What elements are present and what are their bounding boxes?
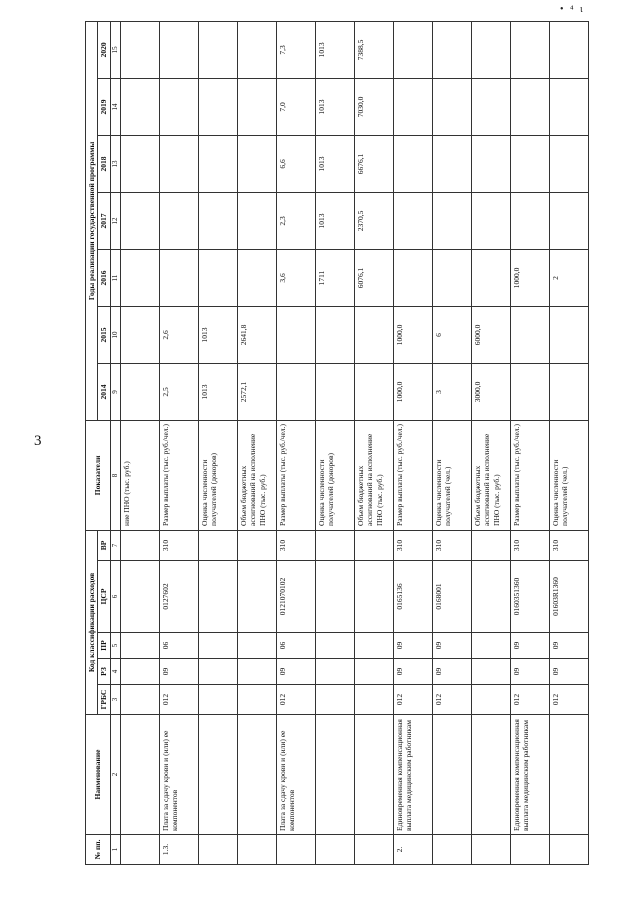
row-name — [354, 715, 393, 835]
year-value-2020: 7,3 — [276, 21, 315, 78]
year-value-2019 — [120, 78, 159, 135]
year-value-2016 — [432, 249, 471, 306]
row-name: Плата за сдачу крови и (или) ее компонентов — [276, 715, 315, 835]
table-row — [549, 21, 588, 864]
code-csr — [315, 561, 354, 633]
year-value-2018: 6676,1 — [354, 135, 393, 192]
code-csr — [471, 561, 510, 633]
code-rz — [120, 659, 159, 685]
year-value-2020 — [510, 21, 549, 78]
row-number — [549, 835, 588, 865]
code-rz: 09 — [510, 659, 549, 685]
year-value-2015: 6000,0 — [471, 306, 510, 363]
year-value-2019 — [549, 78, 588, 135]
header-year-2017: 2017 — [98, 192, 110, 249]
year-value-2019 — [237, 78, 276, 135]
code-csr: 01603R1360 — [549, 561, 588, 633]
header-code-1: РЗ — [98, 659, 110, 685]
code-pr: 09 — [393, 633, 432, 659]
row-number — [510, 835, 549, 865]
year-value-2020: 1013 — [315, 21, 354, 78]
indicator-label: Объем бюджетных ассигнований на исполнение ПНО (тыс. руб.) — [237, 420, 276, 530]
row-name: Плата за сдачу крови и (или) ее компонентов — [159, 715, 198, 835]
code-pr: 06 — [159, 633, 198, 659]
year-value-2018 — [237, 135, 276, 192]
year-value-2016 — [159, 249, 198, 306]
year-value-2015 — [276, 306, 315, 363]
year-value-2015 — [549, 306, 588, 363]
code-vr — [198, 530, 237, 560]
year-value-2018 — [510, 135, 549, 192]
indicator-label: Объем бюджетных ассигнований на исполнение ПНО (тыс. руб.) — [471, 420, 510, 530]
year-value-2014: 2,5 — [159, 363, 198, 420]
index-cell-12: 12 — [110, 192, 120, 249]
code-vr: 310 — [549, 530, 588, 560]
code-grbs — [315, 685, 354, 715]
code-pr — [198, 633, 237, 659]
code-pr — [237, 633, 276, 659]
code-pr — [120, 633, 159, 659]
row-name — [432, 715, 471, 835]
header-code-4: ВР — [98, 530, 110, 560]
row-name — [198, 715, 237, 835]
header-num: № пп. — [86, 835, 111, 865]
year-value-2020 — [198, 21, 237, 78]
code-rz — [471, 659, 510, 685]
year-value-2019 — [198, 78, 237, 135]
year-value-2019 — [159, 78, 198, 135]
year-value-2017 — [432, 192, 471, 249]
table-row — [276, 21, 315, 864]
table-row — [159, 21, 198, 864]
indicator-label: Размер выплаты (тыс. руб./чел.) — [276, 420, 315, 530]
code-pr: 09 — [510, 633, 549, 659]
year-value-2020 — [393, 21, 432, 78]
index-cell-1: 1 — [110, 835, 120, 865]
code-vr — [237, 530, 276, 560]
indicator-label: Размер выплаты (тыс. руб./чел.) — [393, 420, 432, 530]
year-value-2016: 1711 — [315, 249, 354, 306]
indicator-label: Размер выплаты (тыс. руб./чел.) — [510, 420, 549, 530]
year-value-2018 — [549, 135, 588, 192]
index-cell-3: 3 — [110, 685, 120, 715]
code-rz — [237, 659, 276, 685]
row-number — [354, 835, 393, 865]
code-rz — [354, 659, 393, 685]
header-year-2020: 2020 — [98, 21, 110, 78]
code-rz — [315, 659, 354, 685]
program-table — [85, 21, 589, 865]
year-value-2017: 1013 — [315, 192, 354, 249]
year-value-2020 — [120, 21, 159, 78]
year-value-2017: 2370,5 — [354, 192, 393, 249]
year-value-2015: 6 — [432, 306, 471, 363]
row-name — [120, 715, 159, 835]
year-value-2014 — [315, 363, 354, 420]
year-value-2014 — [354, 363, 393, 420]
index-cell-7: 7 — [110, 530, 120, 560]
code-csr — [354, 561, 393, 633]
code-vr — [120, 530, 159, 560]
code-vr: 310 — [432, 530, 471, 560]
year-value-2020 — [471, 21, 510, 78]
year-value-2014 — [276, 363, 315, 420]
year-value-2015 — [315, 306, 354, 363]
year-value-2020 — [549, 21, 588, 78]
year-value-2017 — [120, 192, 159, 249]
code-pr: 06 — [276, 633, 315, 659]
rotated-table — [85, 25, 595, 865]
index-cell-9: 9 — [110, 363, 120, 420]
table-row — [471, 21, 510, 864]
year-value-2018 — [393, 135, 432, 192]
code-csr: 0121070102 — [276, 561, 315, 633]
year-value-2019 — [432, 78, 471, 135]
year-value-2018: 6,6 — [276, 135, 315, 192]
code-pr — [354, 633, 393, 659]
table-row — [315, 21, 354, 864]
row-name — [471, 715, 510, 835]
table-row — [354, 21, 393, 864]
code-csr: 0165136 — [393, 561, 432, 633]
code-grbs — [198, 685, 237, 715]
year-value-2015 — [120, 306, 159, 363]
code-csr — [120, 561, 159, 633]
header-year-2018: 2018 — [98, 135, 110, 192]
year-value-2016 — [237, 249, 276, 306]
row-number — [315, 835, 354, 865]
index-cell-13: 13 — [110, 135, 120, 192]
header-code-3: ЦСР — [98, 561, 110, 633]
row-number — [198, 835, 237, 865]
row-name — [315, 715, 354, 835]
header-code-0: ГРБС — [98, 685, 110, 715]
year-value-2017 — [159, 192, 198, 249]
table-row — [393, 21, 432, 864]
year-value-2016 — [198, 249, 237, 306]
row-number — [432, 835, 471, 865]
row-number — [237, 835, 276, 865]
code-grbs — [471, 685, 510, 715]
year-value-2018 — [471, 135, 510, 192]
code-vr: 310 — [276, 530, 315, 560]
header-code-group: Код классификации расходов — [86, 530, 98, 714]
year-value-2017 — [549, 192, 588, 249]
code-pr: 09 — [432, 633, 471, 659]
row-number: 2. — [393, 835, 432, 865]
year-value-2017 — [510, 192, 549, 249]
year-value-2014: 1000,0 — [393, 363, 432, 420]
index-cell-14: 14 — [110, 78, 120, 135]
table-row — [120, 21, 159, 864]
year-value-2015: 2,6 — [159, 306, 198, 363]
index-cell-2: 2 — [110, 715, 120, 835]
header-year-2019: 2019 — [98, 78, 110, 135]
code-rz: 09 — [393, 659, 432, 685]
code-rz: 09 — [549, 659, 588, 685]
year-value-2014 — [549, 363, 588, 420]
code-pr — [315, 633, 354, 659]
code-grbs — [120, 685, 159, 715]
year-value-2018 — [432, 135, 471, 192]
year-value-2015 — [354, 306, 393, 363]
code-grbs — [354, 685, 393, 715]
page-number: 3 — [34, 433, 42, 449]
index-cell-4: 4 — [110, 659, 120, 685]
code-csr — [237, 561, 276, 633]
code-vr: 310 — [510, 530, 549, 560]
year-value-2018: 1013 — [315, 135, 354, 192]
year-value-2020 — [432, 21, 471, 78]
index-cell-15: 15 — [110, 21, 120, 78]
code-grbs: 012 — [393, 685, 432, 715]
year-value-2014: 2572,1 — [237, 363, 276, 420]
index-cell-11: 11 — [110, 249, 120, 306]
row-name — [237, 715, 276, 835]
row-name: Единовременная компенсационная выплата медицинским работникам — [510, 715, 549, 835]
year-value-2014 — [120, 363, 159, 420]
header-year-2016: 2016 — [98, 249, 110, 306]
table-row — [510, 21, 549, 864]
year-value-2018 — [198, 135, 237, 192]
year-value-2019: 1013 — [315, 78, 354, 135]
year-value-2019: 7,0 — [276, 78, 315, 135]
row-number — [276, 835, 315, 865]
year-value-2019 — [393, 78, 432, 135]
code-csr — [198, 561, 237, 633]
year-value-2020 — [159, 21, 198, 78]
code-grbs: 012 — [510, 685, 549, 715]
indicator-label: Оценка численности получателей (доноров) — [198, 420, 237, 530]
code-vr: 310 — [393, 530, 432, 560]
indicator-label: Оценка численности получателей (чел.) — [549, 420, 588, 530]
code-rz: 09 — [276, 659, 315, 685]
code-grbs — [237, 685, 276, 715]
code-vr — [315, 530, 354, 560]
year-value-2014 — [510, 363, 549, 420]
code-grbs: 012 — [549, 685, 588, 715]
header-years-group: Годы реализации государственной программы — [86, 21, 98, 420]
row-number — [120, 835, 159, 865]
table-row — [198, 21, 237, 864]
indicator-label: ние ПНО (тыс. руб.) — [120, 420, 159, 530]
row-name: Единовременная компенсационная выплата медицинским работникам — [393, 715, 432, 835]
code-csr: 0168001 — [432, 561, 471, 633]
year-value-2014: 3000,0 — [471, 363, 510, 420]
year-value-2015: 2641,8 — [237, 306, 276, 363]
code-csr: 0160351360 — [510, 561, 549, 633]
code-grbs: 012 — [276, 685, 315, 715]
code-pr — [471, 633, 510, 659]
year-value-2015: 1000,0 — [393, 306, 432, 363]
code-pr: 09 — [549, 633, 588, 659]
table-row — [237, 21, 276, 864]
header-name: Наименование — [86, 715, 111, 835]
year-value-2016: 2 — [549, 249, 588, 306]
year-value-2015 — [510, 306, 549, 363]
header-year-2015: 2015 — [98, 306, 110, 363]
year-value-2018 — [120, 135, 159, 192]
header-indicators: Показатели — [86, 420, 111, 530]
year-value-2016 — [471, 249, 510, 306]
index-cell-8: 8 — [110, 420, 120, 530]
year-value-2016: 1000,0 — [510, 249, 549, 306]
year-value-2016 — [393, 249, 432, 306]
year-value-2019 — [471, 78, 510, 135]
year-value-2014: 1013 — [198, 363, 237, 420]
year-value-2016: 6076,1 — [354, 249, 393, 306]
year-value-2017 — [393, 192, 432, 249]
index-cell-10: 10 — [110, 306, 120, 363]
code-rz — [198, 659, 237, 685]
indicator-label: Размер выплаты (тыс. руб./чел.) — [159, 420, 198, 530]
year-value-2019: 7030,0 — [354, 78, 393, 135]
code-rz: 09 — [432, 659, 471, 685]
code-grbs: 012 — [159, 685, 198, 715]
year-value-2020: 7388,5 — [354, 21, 393, 78]
code-vr — [471, 530, 510, 560]
year-value-2017: 2,3 — [276, 192, 315, 249]
indicator-label: Оценка численности получателей (чел.) — [432, 420, 471, 530]
header-year-2014: 2014 — [98, 363, 110, 420]
indicator-label: Оценка численности получателей (доноров) — [315, 420, 354, 530]
year-value-2018 — [159, 135, 198, 192]
year-value-2017 — [471, 192, 510, 249]
code-vr — [354, 530, 393, 560]
code-grbs: 012 — [432, 685, 471, 715]
year-value-2017 — [237, 192, 276, 249]
row-name — [549, 715, 588, 835]
code-csr: 0127602 — [159, 561, 198, 633]
year-value-2016: 3,6 — [276, 249, 315, 306]
rotated-table-wrapper — [85, 25, 595, 865]
scan-marks: • ⁴ ɩ — [560, 4, 585, 15]
row-number — [471, 835, 510, 865]
year-value-2020 — [237, 21, 276, 78]
table-row — [432, 21, 471, 864]
index-cell-6: 6 — [110, 561, 120, 633]
year-value-2015: 1013 — [198, 306, 237, 363]
row-number: 1.3. — [159, 835, 198, 865]
year-value-2014: 3 — [432, 363, 471, 420]
index-cell-5: 5 — [110, 633, 120, 659]
year-value-2016 — [120, 249, 159, 306]
code-vr: 310 — [159, 530, 198, 560]
code-rz: 09 — [159, 659, 198, 685]
indicator-label: Объем бюджетных ассигнований на исполнение ПНО (тыс. руб.) — [354, 420, 393, 530]
year-value-2017 — [198, 192, 237, 249]
header-code-2: ПР — [98, 633, 110, 659]
year-value-2019 — [510, 78, 549, 135]
